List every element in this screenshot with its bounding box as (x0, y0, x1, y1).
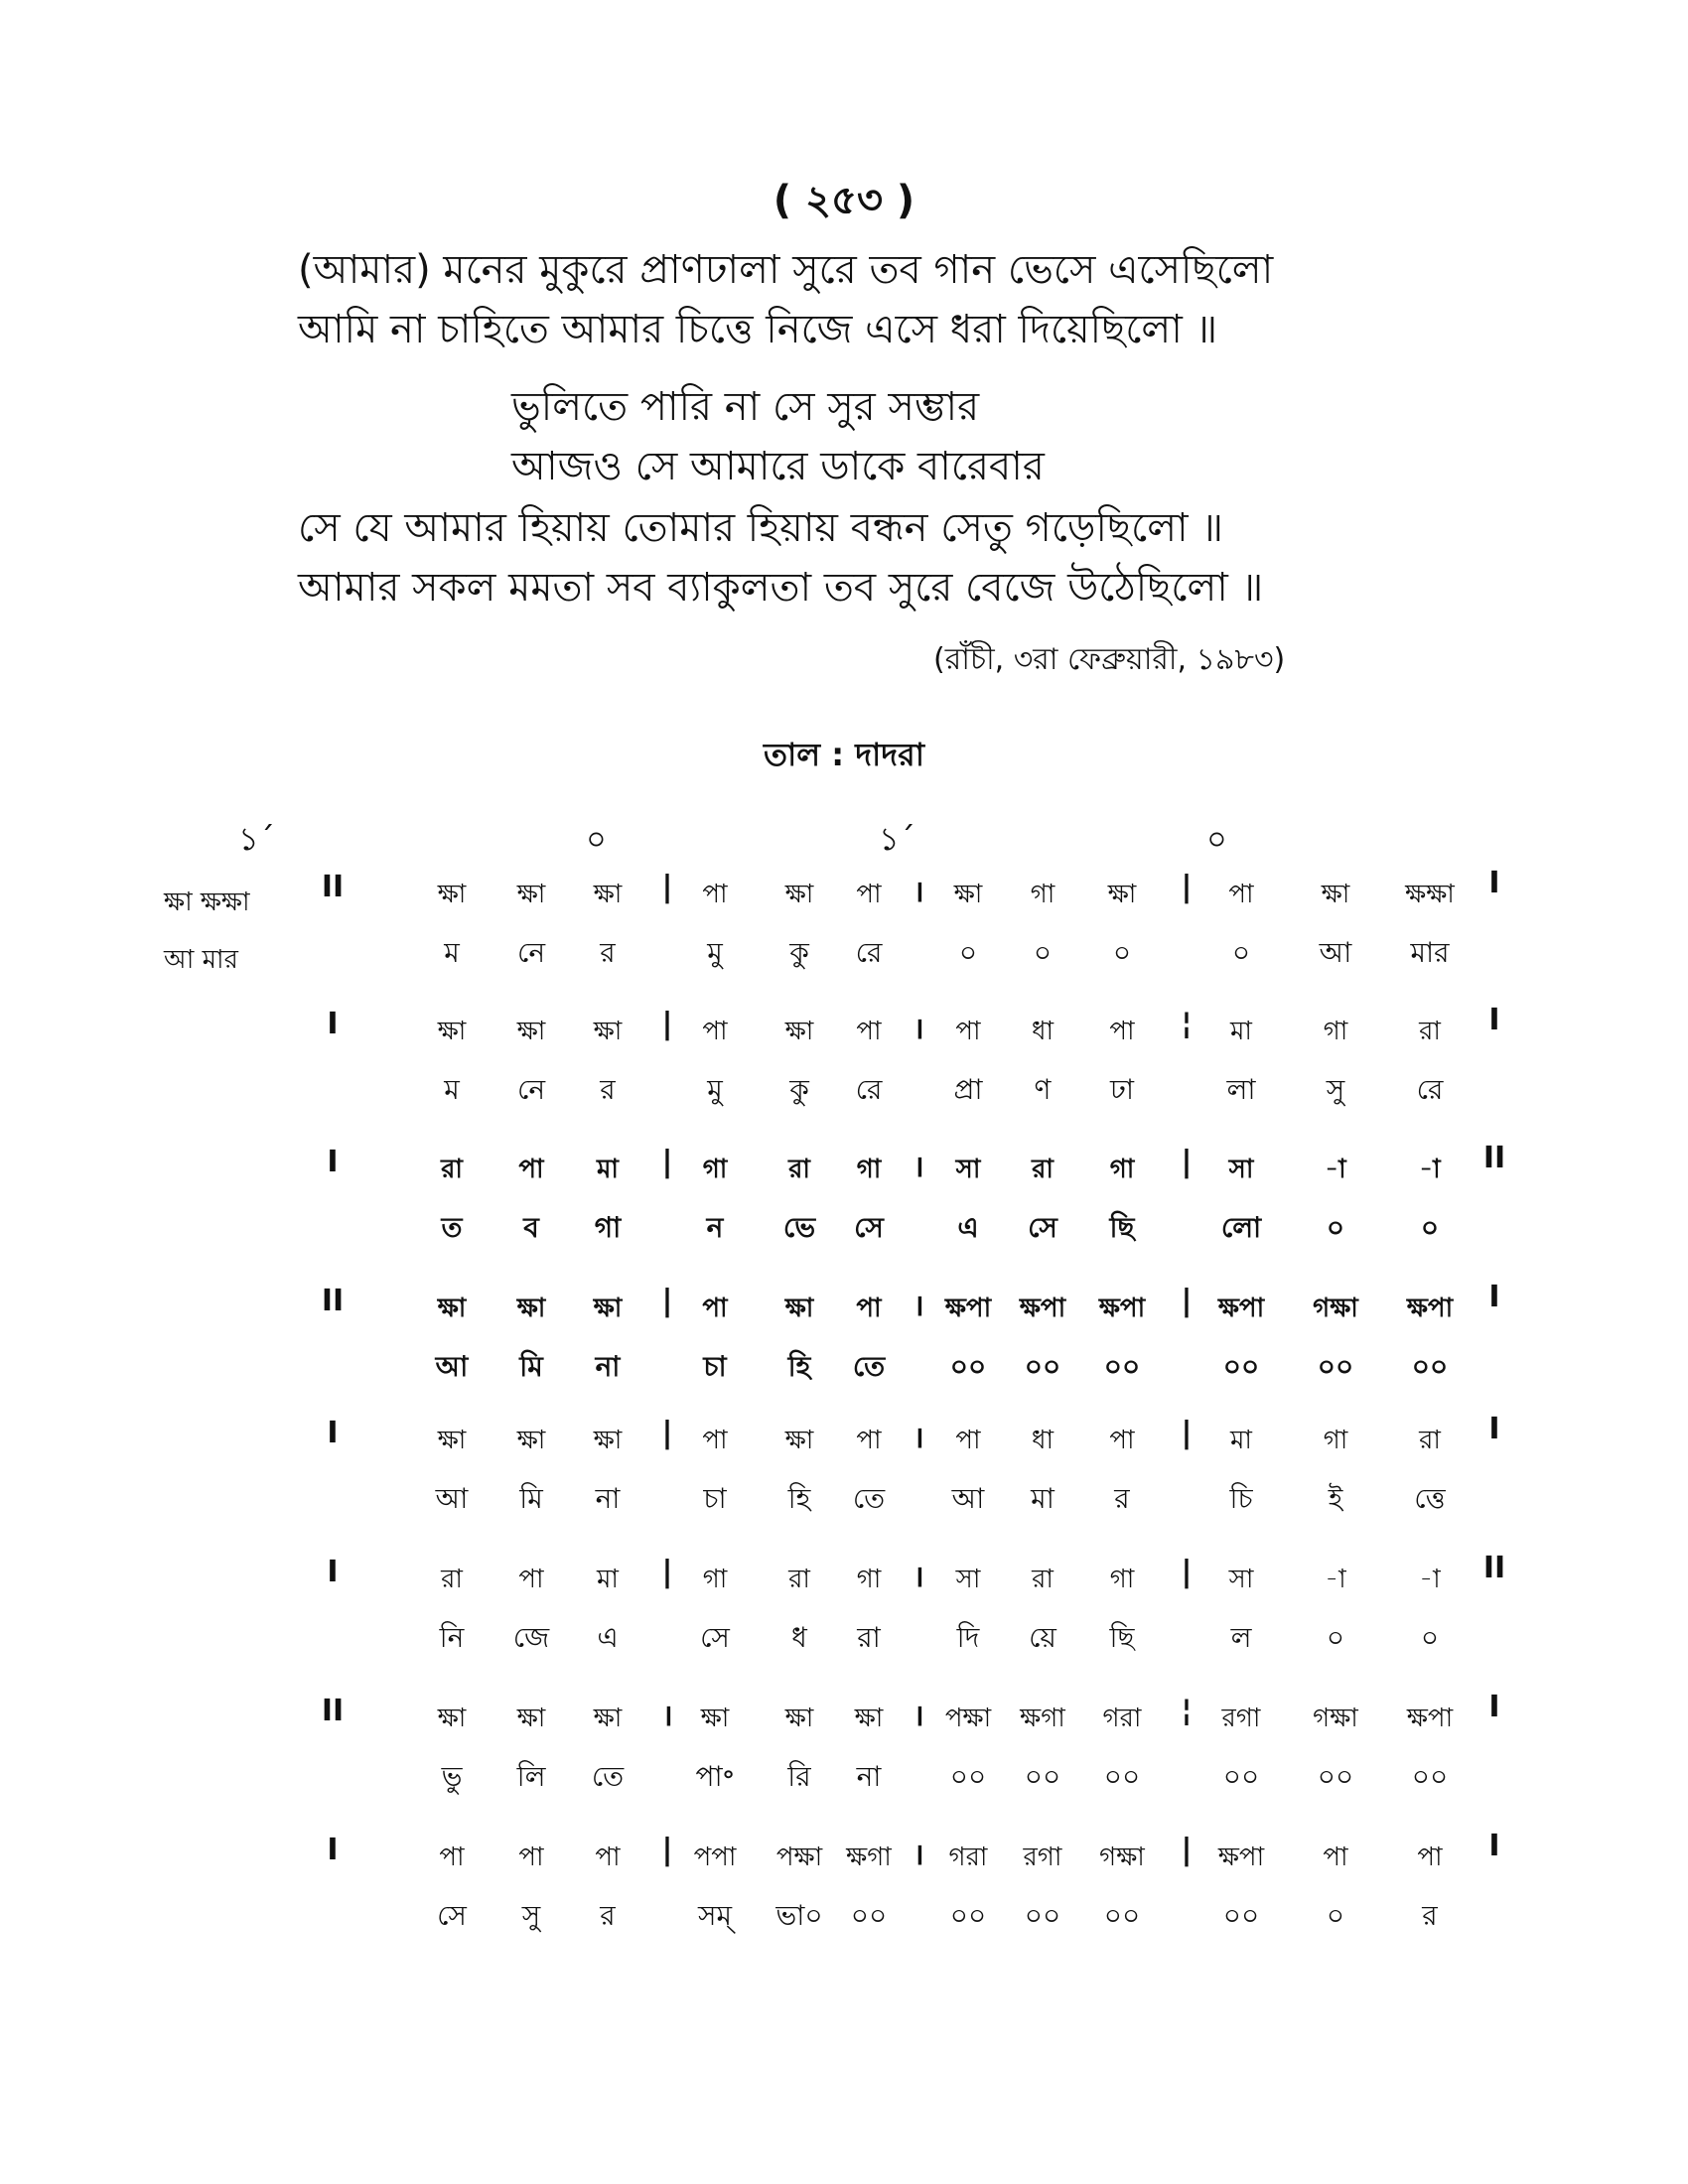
note-cell: রা (441, 1155, 463, 1184)
beat-mark-1: ১´ (238, 820, 275, 858)
row-end-bar: I (1488, 1690, 1500, 1724)
lyric-syllable: ০ (1420, 1621, 1440, 1654)
beat-mark-4: ০ (1206, 820, 1227, 858)
lyric-syllable: য়ে (1029, 1621, 1056, 1654)
note-cell: রগা (1023, 1843, 1062, 1872)
note-cell: পা (702, 880, 728, 909)
lyric-syllable: হি (787, 1350, 811, 1383)
note-cell: পা (1109, 1426, 1135, 1455)
note-cell: ক্ষা (593, 1017, 623, 1046)
note-cell: ক্ষা (1107, 880, 1137, 909)
note-cell: ক্ষপা (944, 1294, 992, 1323)
lyric-syllable: গা (594, 1211, 622, 1244)
row-start-bar: I (327, 1145, 339, 1179)
row-end-bar: I (1488, 1412, 1500, 1446)
lyric-syllable: না (856, 1760, 882, 1793)
note-cell: ক্ষা (953, 880, 983, 909)
lyric-syllable: মি (519, 1350, 543, 1383)
note-cell: পা (1323, 1843, 1348, 1872)
note-cell: গা (1323, 1017, 1348, 1046)
beat-divider: । (913, 1838, 924, 1872)
lyric-syllable: ০ (1326, 1899, 1345, 1932)
lyric-syllable: নে (516, 936, 546, 969)
note-cell: ক্ষা (1321, 880, 1350, 909)
lyric-syllable: ভু (441, 1760, 463, 1793)
note-cell: গা (1323, 1426, 1348, 1455)
lyric-syllable: র (1114, 1482, 1130, 1515)
note-cell: গা (1030, 880, 1055, 909)
note-cell: গা (856, 1155, 882, 1184)
lyric-syllable: ত (441, 1211, 463, 1244)
lyric-syllable: ০ (1112, 936, 1132, 969)
lyric-syllable: ম (444, 936, 460, 969)
note-cell: -া (1325, 1155, 1346, 1184)
lyric-syllable: র (1422, 1899, 1438, 1932)
note-cell: পা (1417, 1843, 1443, 1872)
note-cell: গক্ষা (1313, 1294, 1358, 1323)
note-cell: পা (856, 1426, 882, 1455)
lyric-syllable: মা (1031, 1482, 1055, 1515)
lyric-syllable: সম্ (697, 1899, 733, 1932)
row-end-bar: II (1482, 1141, 1506, 1175)
note-cell: সা (955, 1565, 981, 1594)
beat-divider: | (661, 870, 673, 904)
note-cell: গক্ষা (1313, 1704, 1358, 1733)
beat-mark-2: ০ (586, 820, 607, 858)
note-cell: ক্ষা (784, 1017, 814, 1046)
note-cell: পা (702, 1017, 728, 1046)
row-start-bar: II (321, 1284, 345, 1318)
note-cell: গরা (948, 1843, 988, 1872)
beat-divider: | (661, 1833, 673, 1867)
page-number: ( ২৫৩ ) (773, 178, 915, 223)
note-cell: গা (1109, 1155, 1135, 1184)
note-cell: ক্ষগা (846, 1843, 892, 1872)
note-cell: রা (1032, 1155, 1054, 1184)
beat-divider: । (913, 1012, 924, 1046)
beat-divider: | (1181, 870, 1193, 904)
row-end-bar: I (1488, 866, 1500, 900)
lyric-syllable: ০০ (1222, 1760, 1260, 1793)
lyric-line-4: আজও সে আমারে ডাকে বারেবার (511, 444, 1045, 489)
beat-divider: । (913, 1699, 924, 1733)
lyric-syllable: চা (703, 1482, 727, 1515)
lyric-syllable: ম (444, 1073, 460, 1106)
note-cell: ক্ষগা (1020, 1704, 1065, 1733)
note-cell: -া (1325, 1565, 1346, 1594)
lyric-syllable: চি (1229, 1482, 1253, 1515)
note-cell: পা (955, 1426, 981, 1455)
note-cell: পা (856, 1294, 882, 1323)
note-cell: পা (439, 1843, 465, 1872)
lyric-syllable: ০০ (1103, 1350, 1141, 1383)
lyric-syllable: র (600, 1073, 616, 1106)
beat-divider: | (661, 1007, 673, 1041)
beat-divider: | (661, 1145, 673, 1179)
beat-divider: | (1181, 1145, 1193, 1179)
row-end-bar: I (1488, 1003, 1500, 1037)
beat-divider: । (661, 1699, 673, 1733)
lyric-syllable: ০০ (949, 1350, 987, 1383)
lyric-syllable: রে (1416, 1073, 1444, 1106)
note-cell: ক্ষা (784, 880, 814, 909)
lyric-syllable: লো (1220, 1211, 1262, 1244)
note-cell: ক্ষা (437, 1294, 467, 1323)
lyric-syllable: ০ (1033, 936, 1053, 969)
note-cell: ক্ষা (437, 880, 467, 909)
row-start-bar: I (327, 1555, 339, 1589)
lyric-syllable: মি (519, 1482, 543, 1515)
note-cell: ক্ষা (593, 1294, 623, 1323)
lyric-syllable: আ (435, 1482, 469, 1515)
note-cell: মা (597, 1155, 619, 1184)
note-cell: মা (597, 1565, 619, 1594)
note-cell: ক্ষা (700, 1704, 730, 1733)
lyric-syllable: তে (591, 1760, 625, 1793)
lyric-syllable: ছি (1109, 1211, 1135, 1244)
intro-lyric: আ মার (164, 945, 238, 975)
lyric-syllable: ত্তে (1414, 1482, 1446, 1515)
lyric-syllable: না (595, 1482, 621, 1515)
note-cell: পা (955, 1017, 981, 1046)
note-cell: ক্ষা (593, 880, 623, 909)
lyric-syllable: সে (854, 1211, 884, 1244)
row-end-bar: I (1488, 1280, 1500, 1314)
lyric-syllable: ০০ (1411, 1760, 1449, 1793)
note-cell: পা (518, 1565, 544, 1594)
note-cell: পক্ষা (944, 1704, 992, 1733)
note-cell: ক্ষা (516, 1294, 546, 1323)
beat-divider: । (913, 875, 924, 909)
lyric-syllable: সে (437, 1899, 467, 1932)
lyric-syllable: ০ (1326, 1211, 1345, 1244)
lyric-syllable: ০০ (1222, 1350, 1260, 1383)
lyric-syllable: ছি (1109, 1621, 1135, 1654)
beat-mark-3: ১´ (879, 820, 915, 858)
note-cell: পা (518, 1155, 544, 1184)
note-cell: ক্ষক্ষা (1405, 880, 1455, 909)
lyric-line-2: আমি না চাহিতে আমার চিত্তে নিজে এসে ধরা দিয়েছিলো ॥ (298, 307, 1218, 352)
place-date: (রাঁচী, ৩রা ফেব্রুয়ারী, ১৯৮৩) (933, 642, 1286, 677)
note-cell: রা (788, 1565, 810, 1594)
beat-divider: ¦ (1181, 1694, 1193, 1728)
note-cell: পা (856, 880, 882, 909)
beat-divider: | (1181, 1555, 1193, 1589)
note-cell: ক্ষা (593, 1426, 623, 1455)
note-cell: ক্ষা (593, 1704, 623, 1733)
beat-divider: । (913, 1560, 924, 1594)
beat-divider: | (1181, 1833, 1193, 1867)
note-cell: সা (955, 1155, 981, 1184)
lyric-syllable: ধ (791, 1621, 807, 1654)
lyric-syllable: ০ (1231, 936, 1251, 969)
note-cell: রা (1419, 1426, 1441, 1455)
note-cell: ক্ষা (516, 1426, 546, 1455)
note-cell: পা (518, 1843, 544, 1872)
note-cell: ক্ষা (516, 880, 546, 909)
lyric-syllable: ই (1328, 1482, 1343, 1515)
lyric-syllable: সু (521, 1899, 541, 1932)
lyric-syllable: ০০ (1103, 1760, 1141, 1793)
row-start-bar: I (327, 1007, 339, 1041)
intro-notes: ক্ষা ক্ষক্ষা (164, 887, 250, 917)
note-cell: মা (1230, 1017, 1252, 1046)
note-cell: গরা (1102, 1704, 1142, 1733)
note-cell: রা (1032, 1565, 1054, 1594)
lyric-syllable: নি (439, 1621, 465, 1654)
lyric-syllable: চা (703, 1350, 727, 1383)
note-cell: ক্ষা (437, 1704, 467, 1733)
lyric-syllable: রে (855, 936, 883, 969)
lyric-syllable: আ (1319, 936, 1352, 969)
lyric-syllable: মার (1410, 936, 1450, 969)
beat-divider: । (913, 1421, 924, 1455)
lyric-syllable: ০০ (1024, 1899, 1061, 1932)
note-cell: ক্ষা (516, 1017, 546, 1046)
note-cell: ক্ষা (784, 1704, 814, 1733)
lyric-syllable: ০০ (949, 1899, 987, 1932)
note-cell: ক্ষা (437, 1426, 467, 1455)
lyric-syllable: ভা০ (775, 1899, 823, 1932)
lyric-syllable: মু (707, 936, 723, 969)
lyric-syllable: ০০ (949, 1760, 987, 1793)
lyric-line-3: ভুলিতে পারি না সে সুর সম্ভার (511, 384, 980, 430)
lyric-syllable: মু (707, 1073, 723, 1106)
lyric-syllable: দি (956, 1621, 980, 1654)
beat-divider: । (913, 1289, 924, 1323)
lyric-syllable: ০০ (1317, 1350, 1354, 1383)
lyric-line-1: (আমার) মনের মুকুরে প্রাণঢালা সুরে তব গান ভেসে এসেছিলো (298, 247, 1274, 293)
note-cell: -া (1419, 1155, 1441, 1184)
beat-divider: | (1181, 1416, 1193, 1450)
row-start-bar: II (321, 870, 345, 904)
lyric-syllable: ০ (1326, 1621, 1345, 1654)
note-cell: ক্ষপা (1217, 1294, 1265, 1323)
note-cell: ক্ষা (516, 1704, 546, 1733)
lyric-syllable: লা (1226, 1073, 1256, 1106)
lyric-syllable: ০ (1420, 1211, 1440, 1244)
lyric-syllable: ০০ (1024, 1350, 1061, 1383)
lyric-syllable: র (600, 1899, 616, 1932)
lyric-syllable: প্রা (953, 1073, 983, 1106)
note-cell: ক্ষপা (1217, 1843, 1265, 1872)
lyric-syllable: ০০ (1411, 1350, 1449, 1383)
note-cell: সা (1228, 1565, 1254, 1594)
lyric-syllable: রি (787, 1760, 811, 1793)
lyric-syllable: তে (852, 1350, 886, 1383)
beat-divider: ¦ (1181, 1007, 1193, 1041)
lyric-syllable: এ (597, 1621, 619, 1654)
note-cell: ধা (1031, 1017, 1055, 1046)
lyric-syllable: হি (787, 1482, 811, 1515)
lyric-syllable: ঢা (1110, 1073, 1134, 1106)
lyric-syllable: সু (1326, 1073, 1345, 1106)
beat-divider: | (661, 1284, 673, 1318)
note-cell: রা (441, 1565, 463, 1594)
tala-heading: তাল : দাদরা (764, 736, 924, 773)
lyric-syllable: ণ (1034, 1073, 1052, 1106)
lyric-syllable: র (600, 936, 616, 969)
note-cell: পক্ষা (775, 1843, 823, 1872)
note-cell: ধা (1031, 1426, 1055, 1455)
note-cell: পা (856, 1017, 882, 1046)
note-cell: গা (702, 1565, 728, 1594)
row-start-bar: I (327, 1833, 339, 1867)
beat-divider: | (1181, 1284, 1193, 1318)
note-cell: ক্ষা (854, 1704, 884, 1733)
note-cell: মা (1230, 1426, 1252, 1455)
note-cell: পা (1109, 1017, 1135, 1046)
lyric-syllable: ০০ (850, 1899, 888, 1932)
lyric-syllable: সে (700, 1621, 730, 1654)
note-cell: ক্ষপা (1406, 1294, 1454, 1323)
lyric-syllable: আ (951, 1482, 985, 1515)
note-cell: রগা (1221, 1704, 1261, 1733)
note-cell: ক্ষপা (1406, 1704, 1454, 1733)
lyric-syllable: ০০ (1103, 1899, 1141, 1932)
lyric-syllable: ন (706, 1211, 724, 1244)
lyric-syllable: কু (789, 1073, 809, 1106)
row-end-bar: II (1482, 1551, 1506, 1585)
lyric-syllable: ০০ (1317, 1760, 1354, 1793)
note-cell: ক্ষা (437, 1017, 467, 1046)
lyric-syllable: ল (1230, 1621, 1252, 1654)
lyric-syllable: কু (789, 936, 809, 969)
lyric-syllable: সে (1028, 1211, 1057, 1244)
note-cell: ক্ষপা (1098, 1294, 1146, 1323)
note-cell: গা (702, 1155, 728, 1184)
lyric-syllable: রা (857, 1621, 881, 1654)
note-cell: সা (1228, 1155, 1254, 1184)
lyric-line-5: সে যে আমার হিয়ায় তোমার হিয়ায় বন্ধন সেতু গড়েছিলো ॥ (298, 505, 1223, 551)
note-cell: পা (702, 1426, 728, 1455)
lyric-syllable: জে (512, 1621, 550, 1654)
note-cell: পা (595, 1843, 621, 1872)
row-start-bar: I (327, 1416, 339, 1450)
lyric-syllable: লি (516, 1760, 546, 1793)
note-cell: রা (1419, 1017, 1441, 1046)
beat-divider: | (661, 1555, 673, 1589)
note-cell: পা (702, 1294, 728, 1323)
note-cell: গক্ষা (1099, 1843, 1145, 1872)
lyric-syllable: রে (855, 1073, 883, 1106)
note-cell: ক্ষা (784, 1294, 814, 1323)
lyric-line-6: আমার সকল মমতা সব ব্যাকুলতা তব সুরে বেজে উঠেছিলো ॥ (298, 565, 1264, 611)
note-cell: রা (788, 1155, 810, 1184)
lyric-syllable: পা॰ (695, 1760, 735, 1793)
note-cell: পপা (693, 1843, 737, 1872)
beat-divider: । (913, 1150, 924, 1184)
row-start-bar: II (321, 1694, 345, 1728)
note-cell: পা (1228, 880, 1254, 909)
lyric-syllable: ০০ (1024, 1760, 1061, 1793)
lyric-syllable: নে (516, 1073, 546, 1106)
lyric-syllable: ০ (958, 936, 978, 969)
lyric-syllable: এ (957, 1211, 979, 1244)
lyric-syllable: না (595, 1350, 621, 1383)
note-cell: গা (856, 1565, 882, 1594)
lyric-syllable: ০০ (1222, 1899, 1260, 1932)
lyric-syllable: ভে (782, 1211, 816, 1244)
note-cell: গা (1109, 1565, 1135, 1594)
row-end-bar: I (1488, 1829, 1500, 1863)
note-cell: ক্ষপা (1019, 1294, 1066, 1323)
note-cell: -া (1419, 1565, 1441, 1594)
lyric-syllable: ব (523, 1211, 539, 1244)
beat-divider: | (661, 1416, 673, 1450)
lyric-syllable: আ (435, 1350, 469, 1383)
lyric-syllable: তে (852, 1482, 886, 1515)
note-cell: ক্ষা (784, 1426, 814, 1455)
